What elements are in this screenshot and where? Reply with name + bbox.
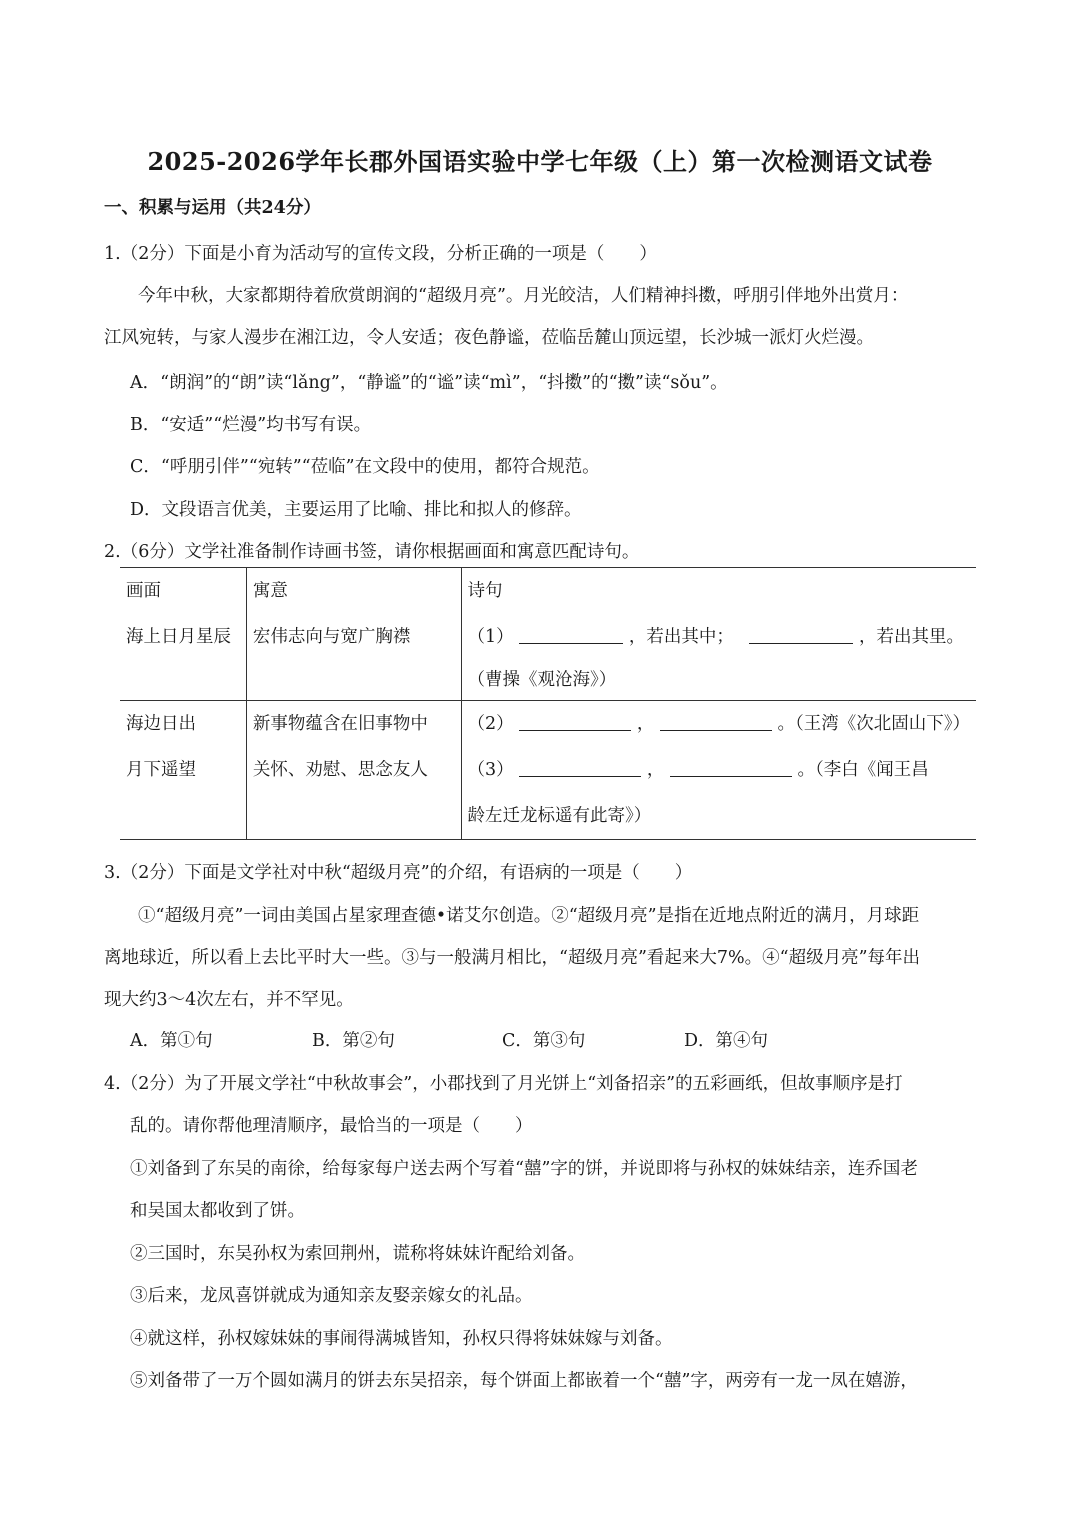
answer-blank[interactable] bbox=[660, 712, 772, 731]
answer-blank[interactable] bbox=[519, 712, 631, 731]
q1-option-b: B．“安适”“烂漫”均书写有误。 bbox=[130, 415, 372, 435]
verse-1-number: （1） bbox=[467, 627, 514, 647]
q4-item-5: ⑤刘备带了一万个圆如满月的饼去东吴招亲，每个饼面上都嵌着一个“囍”字，两旁有一龙一凤在嬉游， bbox=[130, 1371, 918, 1391]
q1-option-d: D．文段语言优美，主要运用了比喻、排比和拟人的修辞。 bbox=[130, 500, 582, 520]
meaning-friendship: 关怀、劝慰、思念友人 bbox=[252, 760, 428, 780]
q4-item-2: ②三国时，东吴孙权为索回荆州，谎称将妹妹许配给刘备。 bbox=[130, 1244, 585, 1264]
q4-item-1: ①刘备到了东吴的南徐，给每家每户送去两个写着“囍”字的饼，并说即将与孙权的妹妹结亲，连乔国老 bbox=[130, 1159, 918, 1179]
table-cell-picture bbox=[120, 701, 246, 840]
table-row bbox=[120, 568, 976, 701]
answer-blank[interactable] bbox=[749, 625, 853, 644]
header-picture: 画面 bbox=[126, 581, 161, 601]
q3-text-line2: 离地球近，所以看上去比平时大一些。③与一般满月相比，“超级月亮”看起来大7%。④“超级月亮”每年出 bbox=[104, 948, 921, 968]
verse-3-source-cont: 龄左迁龙标遥有此寄》） bbox=[467, 806, 652, 826]
verse-2-source: 。（王湾《次北固山下》） bbox=[777, 714, 970, 734]
exam-title: 2025-2026学年长郡外国语实验中学七年级（上）第一次检测语文试卷 bbox=[147, 147, 933, 176]
meaning-ambition: 宏伟志向与宽广胸襟 bbox=[252, 627, 411, 647]
meaning-new-things: 新事物蕴含在旧事物中 bbox=[252, 714, 428, 734]
table-cell-verse bbox=[461, 701, 976, 840]
q3-option-a: A．第①句 bbox=[130, 1031, 213, 1051]
q4-item-3: ③后来，龙凤喜饼就成为通知亲友娶亲嫁女的礼品。 bbox=[130, 1286, 533, 1306]
q3-stem: 3.（2分）下面是文学社对中秋“超级月亮”的介绍，有语病的一项是（ ） bbox=[104, 863, 693, 883]
verse-1-end: ，若出其里。 bbox=[859, 627, 964, 647]
q1-passage-line2: 江风宛转，与家人漫步在湘江边，令人安适；夜色静谧，莅临岳麓山顶远望，长沙城一派灯火烂漫。 bbox=[104, 328, 874, 348]
q3-text-line3: 现大约3～4次左右，并不罕见。 bbox=[104, 990, 354, 1010]
q1-option-a: A．“朗润”的“朗”读“lǎng”，“静谧”的“谧”读“mì”，“抖擞”的“擞”读“sǒu”。 bbox=[130, 373, 728, 393]
header-meaning: 寓意 bbox=[252, 581, 288, 601]
verse-2-number: （2） bbox=[467, 714, 514, 734]
verse-3-source: 。（李白《闻王昌 bbox=[797, 760, 929, 780]
q3-text-line1: ①“超级月亮”一词由美国占星家理查德•诺艾尔创造。②“超级月亮”是指在近地点附近的满月，月球距 bbox=[138, 906, 920, 926]
poem-bookmark-table bbox=[120, 567, 976, 840]
table-cell-meaning bbox=[246, 701, 461, 840]
picture-moon: 月下遥望 bbox=[126, 760, 196, 780]
q3-option-b: B．第②句 bbox=[312, 1031, 395, 1051]
q3-option-c: C．第③句 bbox=[502, 1031, 586, 1051]
table-cell-meaning bbox=[246, 568, 461, 701]
section-heading: 一、积累与运用（共24分） bbox=[104, 198, 321, 218]
q2-stem: 2.（6分）文学社准备制作诗画书签，请你根据画面和寓意匹配诗句。 bbox=[104, 542, 640, 562]
verse-1 bbox=[468, 614, 970, 660]
q1-option-c: C．“呼朋引伴”“宛转”“莅临”在文段中的使用，都符合规范。 bbox=[130, 457, 600, 477]
answer-blank[interactable] bbox=[519, 625, 623, 644]
verse-3 bbox=[468, 747, 970, 793]
verse-2 bbox=[468, 701, 970, 747]
q3-option-d: D．第④句 bbox=[684, 1031, 769, 1051]
verse-3-comma: ， bbox=[646, 760, 665, 780]
answer-blank[interactable] bbox=[670, 758, 792, 777]
verse-2-comma: ， bbox=[636, 714, 655, 734]
verse-3-number: （3） bbox=[467, 760, 514, 780]
answer-blank[interactable] bbox=[519, 758, 641, 777]
q4-stem-line2: 乱的。请你帮他理清顺序，最恰当的一项是（ ） bbox=[130, 1116, 533, 1136]
header-verse: 诗句 bbox=[467, 581, 503, 601]
table-cell-verse bbox=[461, 568, 976, 701]
picture-sunrise: 海边日出 bbox=[126, 714, 196, 734]
q4-item-4: ④就这样，孙权嫁妹妹的事闹得满城皆知，孙权只得将妹妹嫁与刘备。 bbox=[130, 1329, 673, 1349]
table-cell-picture bbox=[120, 568, 246, 701]
verse-1-source: （曹操《观沧海》） bbox=[467, 670, 617, 690]
q1-passage-line1: 今年中秋，大家都期待着欣赏朗润的“超级月亮”。月光皎洁，人们精神抖擞，呼朋引伴地外出赏月： bbox=[138, 286, 909, 306]
q4-stem-line1: 4.（2分）为了开展文学社“中秋故事会”，小郡找到了月光饼上“刘备招亲”的五彩画纸，但故事顺序是打 bbox=[104, 1074, 903, 1094]
verse-1-middle: ，若出其中； bbox=[628, 627, 734, 647]
q4-item-1-cont: 和吴国太都收到了饼。 bbox=[130, 1201, 305, 1221]
table-row bbox=[120, 701, 976, 840]
q1-stem: 1.（2分）下面是小育为活动写的宣传文段，分析正确的一项是（ ） bbox=[104, 244, 657, 264]
picture-sea: 海上日月星辰 bbox=[126, 627, 231, 647]
